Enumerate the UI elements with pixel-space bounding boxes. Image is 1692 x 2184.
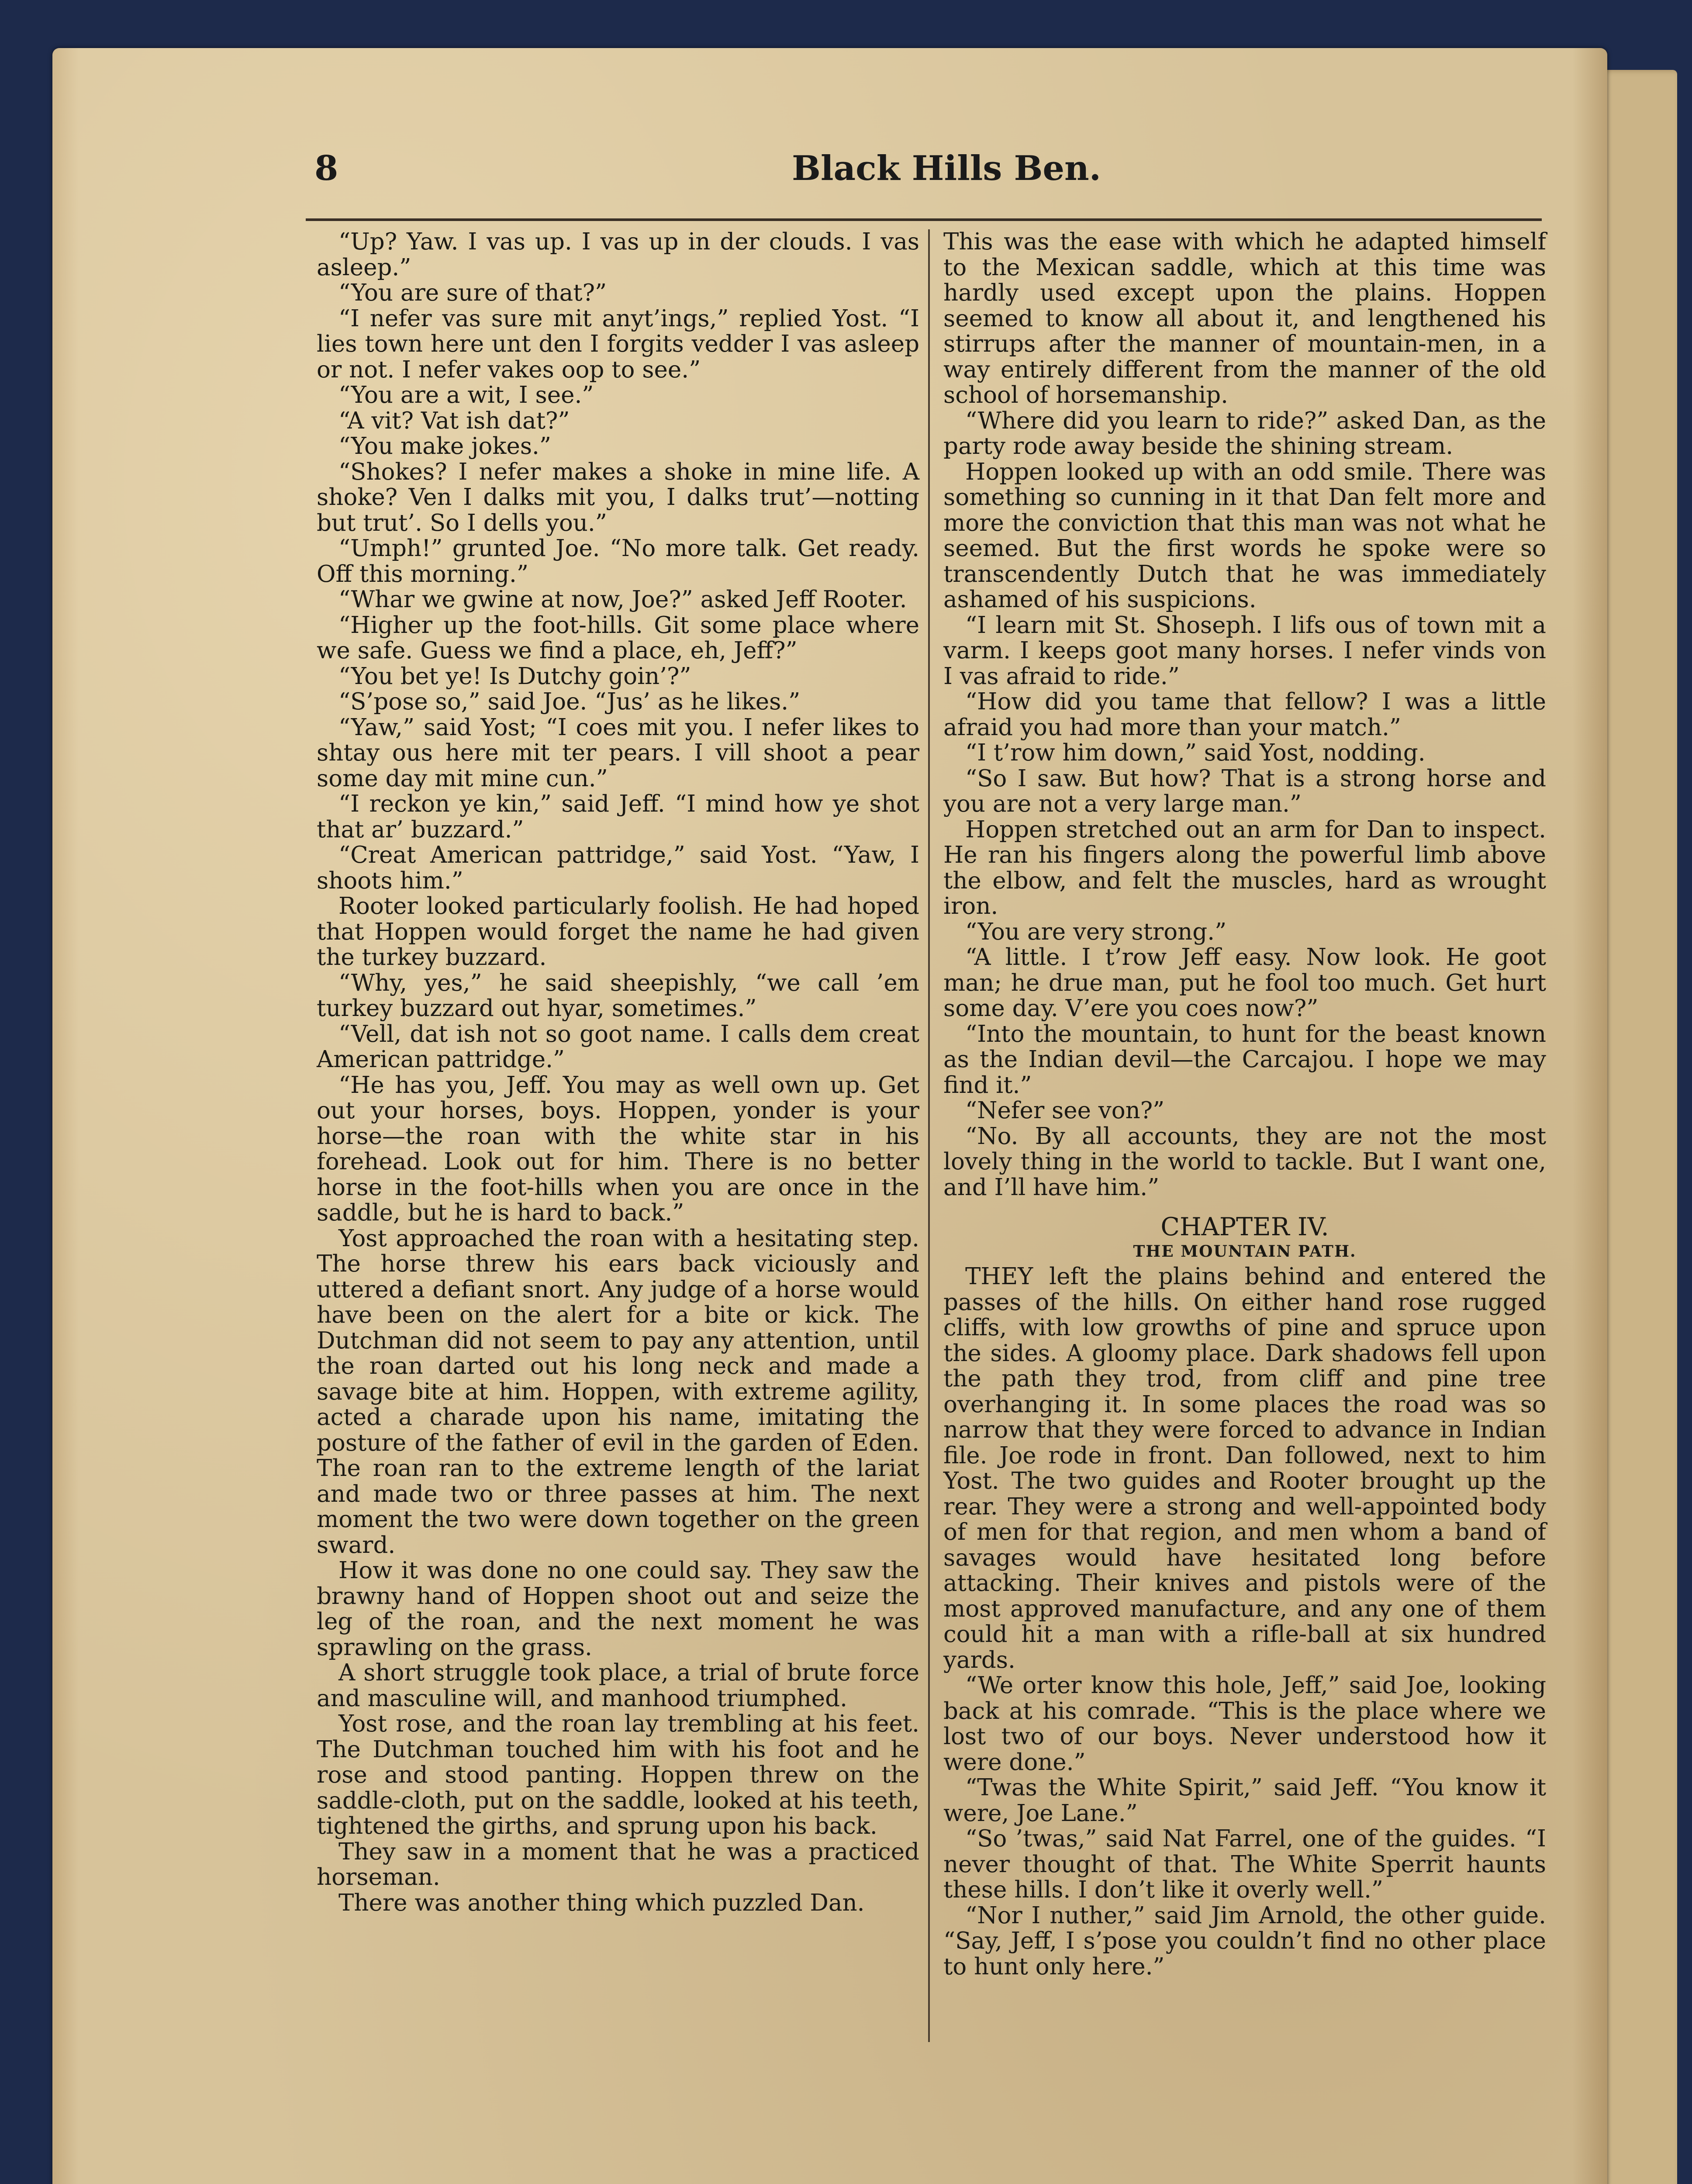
paragraph: “Vell, dat ish not so goot name. I calls dem creat American pattridge.” — [317, 1020, 919, 1073]
paragraph: “Whar we gwine at now, Joe?” asked Jeff Rooter. — [338, 586, 907, 613]
paragraph: “You are sure of that?” — [338, 280, 607, 306]
column-divider — [928, 229, 930, 2042]
paragraph: “A little. I t’row Jeff easy. Now look. He goot man; he drue man, put he fool too much. Get hurt some day. V’ere you coes now?” — [943, 944, 1546, 1022]
paragraph: They saw in a moment that he was a practiced horseman. — [317, 1838, 919, 1890]
paragraph: THEY left the plains behind and entered the passes of the hills. On either hand rose rugged cliffs, with low growths of pine and spruce upon the sides. A gloomy place. Dark shadows fell upon the path they trod, from cliff and pine tree overhanging it. In some places the road was so narrow that they were forced to advance in Indian file. Joe rode in front. Dan followed, next to him Yost. The two guides and Rooter brought up the rear. They were a strong and well-appointed body of men for that region, and men whom a band of savages would have hesitated long before attacking. Their knives and pistols were of the most approved manufacture, and any one of them could hit a man with a rifle-ball at six hundred yards. — [943, 1263, 1546, 1673]
page-header — [314, 149, 1537, 205]
paragraph: “I reckon ye kin,” said Jeff. “I mind how ye shot that ar’ buzzard.” — [317, 791, 919, 843]
running-title: Black Hills Ben. — [792, 149, 1101, 188]
paragraph: There was another thing which puzzled Dan. — [338, 1889, 865, 1916]
chapter-title: CHAPTER IV. — [1160, 1213, 1329, 1241]
paragraph: “You are very strong.” — [965, 918, 1227, 945]
header-rule — [306, 218, 1542, 221]
paragraph: “You make jokes.” — [338, 433, 551, 460]
paragraph: “Where did you learn to ride?” asked Dan, as the party rode away beside the shining stream. — [943, 407, 1546, 460]
paragraph: “Twas the White Spirit,” said Jeff. “You know it were, Joe Lane.” — [943, 1774, 1546, 1827]
paragraph: “I nefer vas sure mit anyt’ings,” replied Yost. “I lies town here unt den I forgits vedder I vas asleep or not. I nefer vakes oop to see.” — [317, 305, 919, 383]
paragraph: “A vit? Vat ish dat?” — [338, 407, 570, 434]
paragraph: Hoppen looked up with an odd smile. There was something so cunning in it that Dan felt more and more the conviction that this man was not what he seemed. But the first words he spoke were so transcendently Dutch that he was immediately ashamed of his suspicions. — [943, 458, 1546, 613]
paragraph: “S’pose so,” said Joe. “Jus’ as he likes.” — [338, 688, 801, 715]
paragraph: “So I saw. But how? That is a strong horse and you are not a very large man.” — [943, 765, 1546, 817]
paragraph: “You are a wit, I see.” — [338, 382, 594, 408]
paragraph: “You bet ye! Is Dutchy goin’?” — [338, 663, 691, 690]
paragraph: “Nor I nuther,” said Jim Arnold, the other guide. “Say, Jeff, I s’pose you couldn’t find no other place to hunt only here.” — [943, 1902, 1546, 1980]
right-column — [943, 229, 1546, 1980]
paragraph: “How did you tame that fellow? I was a little afraid you had more than your match.” — [943, 688, 1546, 741]
paragraph: Yost approached the roan with a hesitating step. The horse threw his ears back viciously and uttered a defiant snort. Any judge of a horse would have been on the alert for a bite or kick. The Dutchman did not seem to pay any attention, until the roan darted out his long neck and made a savage bite at him. Hoppen, with extreme agility, acted a charade upon his name, imitating the posture of the father of evil in the garden of Eden. The roan ran to the extreme length of the lariat and made two or three passes at him. The next moment the two were down together on the green sward. — [317, 1225, 919, 1559]
paragraph: “Higher up the foot-hills. Git some place where we safe. Guess we find a place, eh, Jeff?” — [317, 612, 919, 664]
paragraph: “He has you, Jeff. You may as well own up. Get out your horses, boys. Hoppen, yonder is your horse—the roan with the white star in his forehead. Look out for him. There is no better horse in the foot-hills when you are once in the saddle, but he is hard to back.” — [317, 1071, 919, 1226]
paragraph: “Creat American pattridge,” said Yost. “Yaw, I shoots him.” — [317, 842, 919, 894]
paragraph: “Why, yes,” he said sheepishly, “we call ’em turkey buzzard out hyar, sometimes.” — [317, 969, 919, 1022]
paragraph: Rooter looked particularly foolish. He had hoped that Hoppen would forget the name he had given the turkey buzzard. — [317, 893, 919, 971]
paragraph: “Up? Yaw. I vas up. I vas up in der clouds. I vas asleep.” — [317, 228, 919, 281]
paragraph: Yost rose, and the roan lay trembling at his feet. The Dutchman touched him with his foot and he rose and stood panting. Hoppen threw on the saddle-cloth, put on the saddle, looked at his teeth, tightened the girths, and sprung upon his back. — [317, 1711, 919, 1839]
paragraph: “Yaw,” said Yost; “I coes mit you. I nefer likes to shtay ous here mit ter pears. I vill shoot a pear some day mit mine cun.” — [317, 714, 919, 792]
paragraph: “Nefer see von?” — [965, 1097, 1165, 1124]
paragraph: “So ’twas,” said Nat Farrel, one of the guides. “I never thought of that. The White Sperrit haunts these hills. I don’t like it overly well.” — [943, 1825, 1546, 1903]
paragraph: “Into the mountain, to hunt for the beast known as the Indian devil—the Carcajou. I hope we may find it.” — [943, 1020, 1546, 1099]
paragraph: “Umph!” grunted Joe. “No more talk. Get ready. Off this morning.” — [317, 535, 919, 587]
paragraph: “Shokes? I nefer makes a shoke in mine life. A shoke? Ven I dalks mit you, I dalks trut’—notting but trut’. So I dells you.” — [317, 458, 919, 536]
paragraph: “No. By all accounts, they are not the most lovely thing in the world to tackle. But I want one, and I’ll have him.” — [943, 1123, 1546, 1201]
paragraph: “We orter know this hole, Jeff,” said Joe, looking back at his comrade. “This is the place where we lost two of our boys. Never understood how it were done.” — [943, 1672, 1546, 1776]
paragraph: Hoppen stretched out an arm for Dan to inspect. He ran his fingers along the powerful limb above the elbow, and felt the muscles, hard as wrought iron. — [943, 816, 1546, 919]
paragraph: “I learn mit St. Shoseph. I lifs ous of town mit a varm. I keeps goot many horses. I nefer vinds von I vas afraid to ride.” — [943, 612, 1546, 690]
left-column — [317, 229, 919, 1916]
paragraph: “I t’row him down,” said Yost, nodding. — [965, 740, 1426, 766]
page-number: 8 — [314, 149, 338, 188]
paragraph: How it was done no one could say. They saw the brawny hand of Hoppen shoot out and seize the leg of the roan, and the next moment he was sprawling on the grass. — [317, 1557, 919, 1661]
paragraph: This was the ease with which he adapted himself to the Mexican saddle, which at this time was hardly used except upon the plains. Hoppen seemed to know all about it, and lengthened his stirrups after the manner of mountain-men, in a way entirely different from the manner of the old school of horsemanship. — [943, 228, 1546, 408]
chapter-subtitle: THE MOUNTAIN PATH. — [1133, 1242, 1357, 1261]
paragraph: A short struggle took place, a trial of brute force and masculine will, and manhood triumphed. — [317, 1659, 919, 1712]
